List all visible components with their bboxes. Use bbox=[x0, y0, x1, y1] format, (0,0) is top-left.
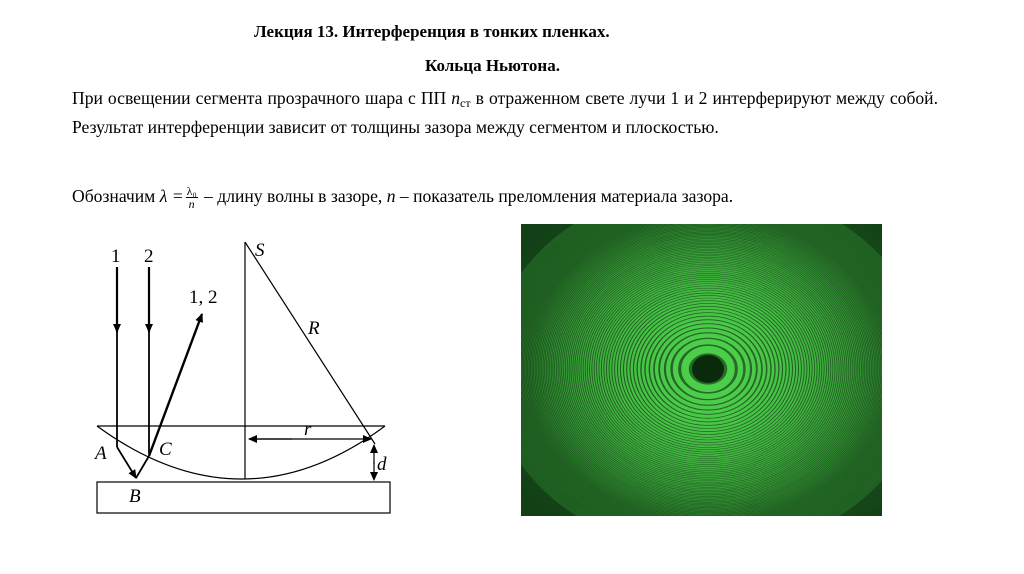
radius-line bbox=[245, 242, 375, 444]
ray-1-label: 1 bbox=[111, 246, 121, 267]
n-symbol-2: n bbox=[386, 186, 396, 206]
d-label: d bbox=[377, 454, 387, 475]
notation-middle: – длину волны в зазоре, bbox=[199, 186, 387, 206]
fraction-denominator: n bbox=[188, 197, 195, 212]
notation-prefix: Обозначим bbox=[72, 186, 160, 206]
lambda-fraction bbox=[186, 185, 198, 210]
paragraph-part2: в отраженном свете лучи 1 и 2 интерферируют между собой. Результат интерференции зависит от толщины зазора между сегментом и плоскостью. bbox=[72, 88, 939, 137]
radius-label: R bbox=[308, 318, 320, 339]
point-C-label: C bbox=[159, 439, 172, 460]
r-label: r bbox=[304, 419, 312, 440]
n-symbol: n bbox=[451, 88, 461, 108]
ray-1-refract bbox=[117, 447, 136, 478]
lecture-title: Лекция 13. Интерференция в тонких пленках. bbox=[254, 22, 610, 41]
n-subscript: ст bbox=[460, 96, 471, 110]
point-A-label: A bbox=[95, 443, 107, 464]
ray-1-reflect bbox=[136, 456, 149, 478]
paragraph-notation bbox=[72, 183, 952, 210]
rings-center bbox=[692, 355, 724, 383]
point-B-label: B bbox=[129, 486, 141, 507]
newton-rings-photo bbox=[521, 224, 882, 516]
glass-plate bbox=[97, 482, 390, 513]
reflected-ray bbox=[149, 314, 202, 456]
fraction-numerator: λ₀ bbox=[186, 184, 197, 199]
lecture-subtitle: Кольца Ньютона. bbox=[425, 56, 560, 75]
source-label: S bbox=[255, 240, 265, 261]
paragraph-illumination bbox=[72, 86, 938, 139]
reflected-label: 1, 2 bbox=[189, 287, 218, 308]
newton-rings-diagram bbox=[92, 232, 394, 518]
paragraph-part1: При освещении сегмента прозрачного шара с ПП bbox=[72, 88, 452, 108]
notation-suffix: – показатель преломления материала зазора. bbox=[395, 186, 734, 206]
lambda-symbol: λ = bbox=[159, 186, 184, 206]
ray-2-label: 2 bbox=[144, 246, 154, 267]
